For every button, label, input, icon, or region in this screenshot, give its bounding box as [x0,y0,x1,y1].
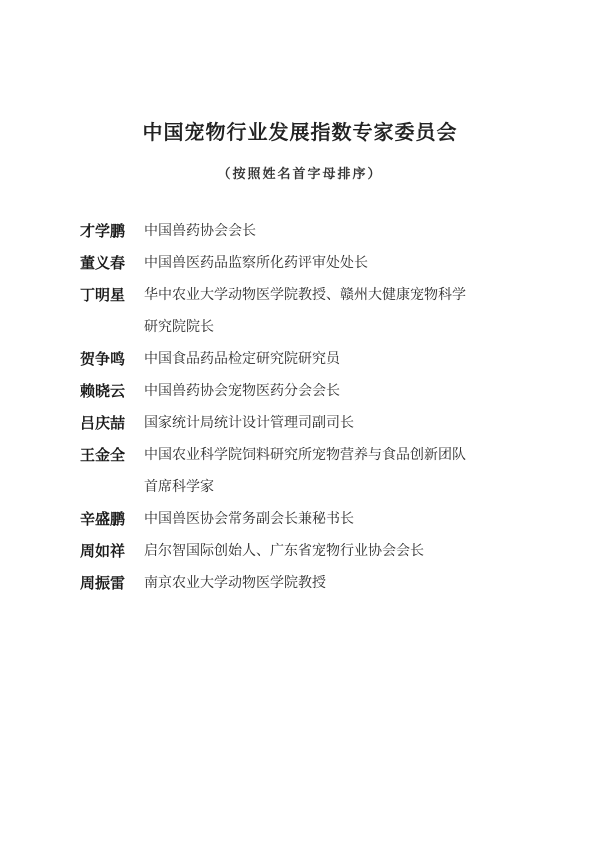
member-name: 才学鹏 [80,222,126,240]
member-role [144,542,540,560]
member-role-line: 中国食品药品检定研究院研究员 [144,351,340,367]
member-role-line: 中国兽药协会宠物医药分会会长 [144,383,340,399]
list-item [80,542,540,560]
member-role [144,222,540,240]
list-item [80,446,540,496]
member-role [144,414,540,432]
member-name: 吕庆喆 [80,414,126,432]
member-role-line: 南京农业大学动物医学院教授 [144,575,326,591]
member-role-line: 中国兽药协会会长 [144,223,256,239]
member-role [144,382,540,400]
member-role-line: 首席科学家 [144,479,214,495]
list-item [80,350,540,368]
member-role [144,350,540,368]
list-item [80,382,540,400]
member-role-line: 中国农业科学院饲料研究所宠物营养与食品创新团队 [144,447,466,463]
member-name: 周振雷 [80,574,126,592]
member-role [144,286,540,336]
list-item [80,254,540,272]
member-role-line: 研究院院长 [144,319,214,335]
list-item [80,574,540,592]
member-name: 周如祥 [80,542,126,560]
member-name: 丁明星 [80,286,126,304]
member-list [80,222,540,606]
member-role-line: 中国兽医药品监察所化药评审处处长 [144,255,368,271]
member-role-line: 国家统计局统计设计管理司副司长 [144,415,354,431]
member-name: 赖晓云 [80,382,126,400]
member-role-line: 华中农业大学动物医学院教授、赣州大健康宠物科学 [144,287,466,303]
member-role [144,574,540,592]
list-item [80,222,540,240]
member-role [144,446,540,496]
list-item [80,286,540,336]
list-item [80,510,540,528]
member-role-line: 中国兽医协会常务副会长兼秘书长 [144,511,354,527]
member-name: 辛盛鹏 [80,510,126,528]
member-name: 王金全 [80,446,126,464]
list-item [80,414,540,432]
page-title: 中国宠物行业发展指数专家委员会 [142,120,458,144]
member-name: 董义春 [80,254,126,272]
member-role [144,510,540,528]
page-subtitle: （按照姓名首字母排序） [217,167,383,182]
member-role-line: 启尔智国际创始人、广东省宠物行业协会会长 [144,543,424,559]
member-role [144,254,540,272]
member-name: 贺争鸣 [80,350,126,368]
